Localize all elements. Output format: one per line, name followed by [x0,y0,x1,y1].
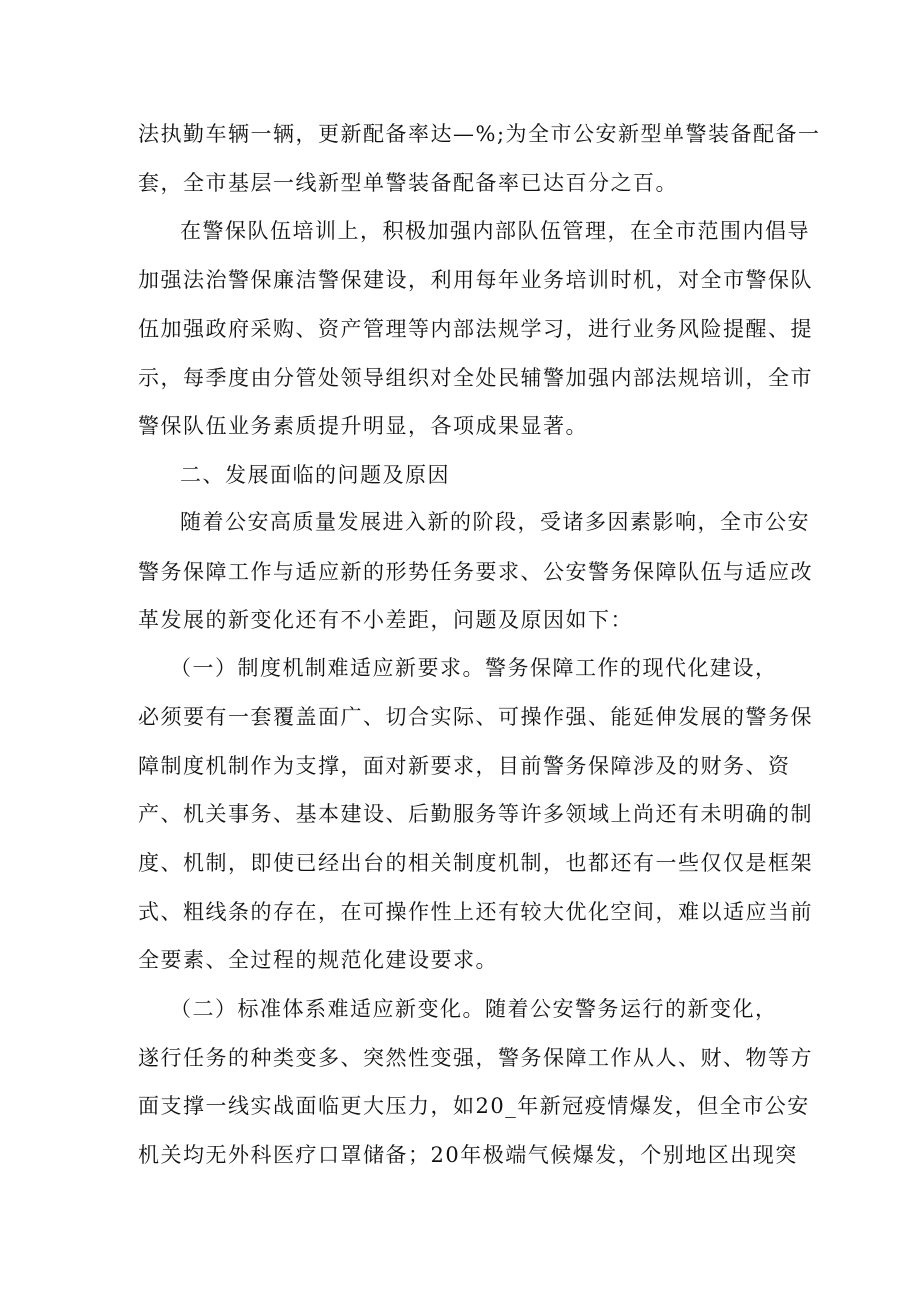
text-line: 产、机关事务、基本建设、后勤服务等许多领域上尚还有未明确的制 [138,802,813,826]
text-line: 革发展的新变化还有不小差距，问题及原因如下： [138,608,633,632]
subsection-heading-line: （一）制度机制难适应新要求。警务保障工作的现代化建设， [170,656,778,680]
text-line: 全要素、全过程的规范化建设要求。 [138,948,498,972]
subsection-heading-line: （二）标准体系难适应新变化。随着公安警务运行的新变化， [170,997,778,1021]
text-line: 套，全市基层一线新型单警装备配备率已达百分之百。 [138,171,678,195]
text-line: 警务保障工作与适应新的形势任务要求、公安警务保障队伍与适应改 [138,560,813,584]
text-line: 警保队伍业务素质提升明显，各项成果显著。 [138,414,588,438]
text-line: 障制度机制作为支撑，面对新要求，目前警务保障涉及的财务、资 [138,754,791,778]
paragraph-start-line: 随着公安高质量发展进入新的阶段，受诸多因素影响，全市公安 [180,510,810,534]
section-heading: 二、发展面临的问题及原因 [180,463,450,487]
paragraph-start-line: 在警保队伍培训上，积极加强内部队伍管理，在全市范围内倡导 [180,219,810,243]
text-line: 伍加强政府采购、资产管理等内部法规学习，进行业务风险提醒、提 [138,317,813,341]
text-line: 遂行任务的种类变多、突然性变强，警务保障工作从人、财、物等方 [138,1046,813,1070]
text-line: 式、粗线条的存在，在可操作性上还有较大优化空间，难以适应当前 [138,900,813,924]
text-line: 法执勤车辆一辆，更新配备率达—%;为全市公安新型单警装备配备一 [138,122,821,146]
text-line: 示，每季度由分管处领导组织对全处民辅警加强内部法规培训，全市 [138,366,813,390]
text-line: 加强法治警保廉洁警保建设，利用每年业务培训时机，对全市警保队 [138,268,813,292]
text-line: 机关均无外科医疗口罩储备；20年极端气候爆发，个别地区出现突 [138,1143,798,1167]
text-line: 面支撑一线实战面临更大压力，如20_年新冠疫情爆发，但全市公安 [138,1094,810,1118]
text-line: 必须要有一套覆盖面广、切合实际、可操作强、能延伸发展的警务保 [138,705,813,729]
text-line: 度、机制，即使已经出台的相关制度机制，也都还有一些仅仅是框架 [138,851,813,875]
